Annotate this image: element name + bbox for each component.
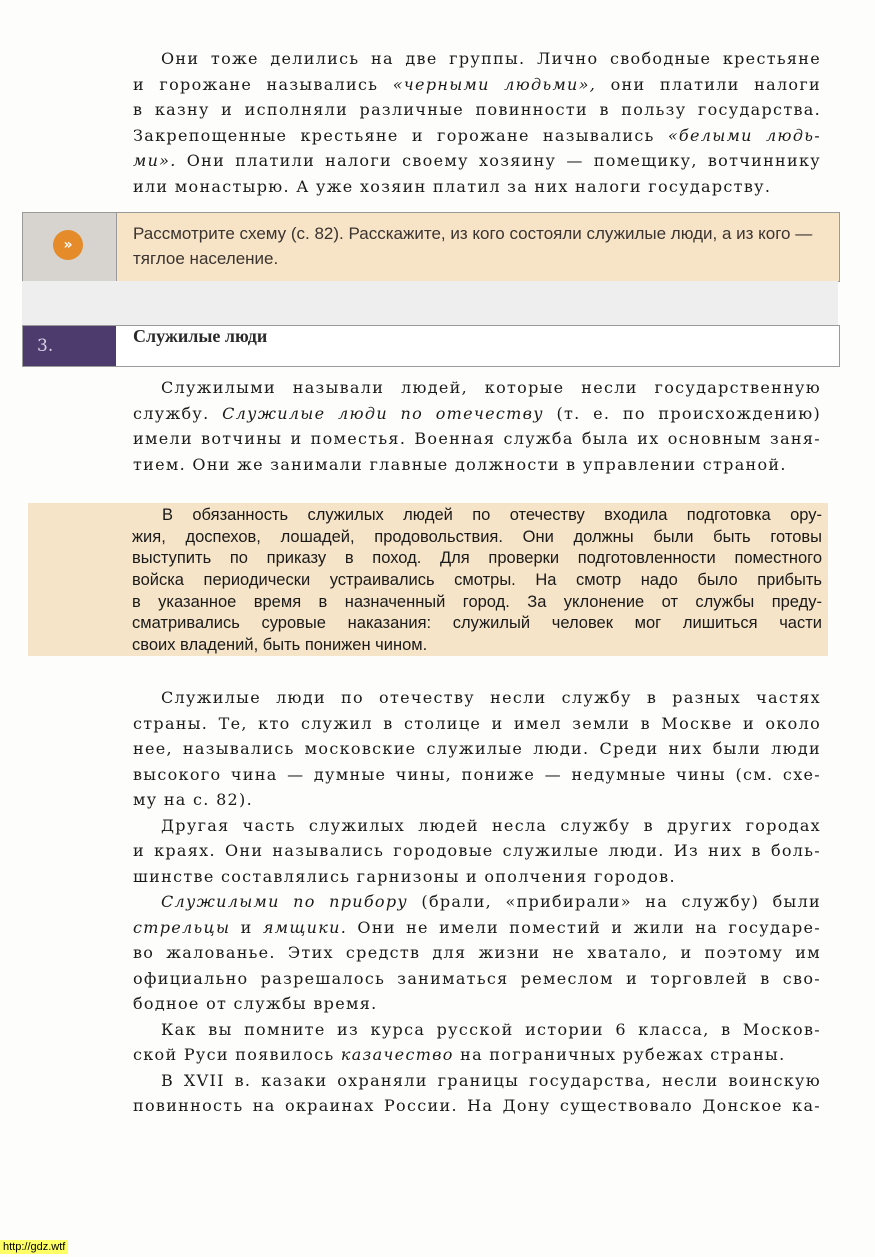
text-line bbox=[133, 736, 821, 762]
text-line bbox=[133, 1042, 821, 1068]
text-segment: му на с. 82). bbox=[133, 790, 253, 809]
paragraphs-service-types bbox=[133, 685, 821, 1119]
italic-term: казачество bbox=[340, 1045, 454, 1064]
text-line bbox=[133, 991, 821, 1017]
text-line bbox=[133, 1093, 821, 1119]
text-segment: Как вы помните из курса русской истории 6 класса, в Москов- bbox=[161, 1019, 821, 1039]
text-segment: выступить по приказу в поход. Для проверки подготовленности поместного bbox=[132, 549, 822, 568]
text-segment: нее, назывались московские служилые люди. Среди них были люди bbox=[133, 739, 821, 758]
text-line bbox=[132, 548, 822, 570]
text-segment: официально разрешалось заниматься ремеслом и торговлей в сво- bbox=[133, 968, 821, 988]
text-segment: жия, доспехов, лошадей, продовольствия. Они должны были быть готовы bbox=[132, 527, 822, 546]
text-line bbox=[133, 72, 821, 98]
task-box-side bbox=[23, 213, 117, 281]
text-segment: (брали, «прибирали» на службу) были bbox=[407, 892, 821, 911]
section-number: 3. bbox=[23, 326, 116, 366]
text-line bbox=[133, 838, 821, 864]
text-line bbox=[133, 148, 821, 174]
text-line bbox=[133, 452, 821, 478]
text-segment: Другая часть служилых людей несла службу в других городах bbox=[161, 815, 821, 835]
text-segment: В XVII в. казаки охраняли границы государства, несли воинскую bbox=[161, 1070, 821, 1090]
text-segment: Закрепощенные крестьяне и горожане назывались bbox=[133, 125, 668, 145]
text-line bbox=[133, 1068, 821, 1094]
task-box bbox=[22, 212, 840, 282]
text-segment: Служилыми называли людей, которые несли государственную bbox=[161, 378, 821, 397]
text-line bbox=[133, 940, 821, 966]
text-segment: они платили налоги bbox=[596, 74, 821, 94]
text-segment: в казну и исполняли различные повинности в пользу государства. bbox=[133, 100, 821, 119]
text-segment: на пограничных рубежах страны. bbox=[453, 1045, 786, 1064]
text-line bbox=[133, 813, 821, 839]
text-line bbox=[133, 401, 821, 427]
text-line bbox=[133, 711, 821, 737]
text-segment: во жалованье. Этих средств для жизни не хватало, и поэтому им bbox=[133, 943, 821, 962]
info-box bbox=[28, 503, 828, 656]
italic-term: «белыми людь- bbox=[667, 125, 821, 145]
text-line bbox=[132, 635, 822, 657]
footer-link[interactable]: http://gdz.wtf bbox=[0, 1240, 68, 1254]
italic-term: «черными людьми», bbox=[392, 74, 597, 94]
paragraph-service-people bbox=[133, 375, 821, 477]
text-segment: войска периодически устраивались смотры. На смотр надо было прибыть bbox=[132, 571, 822, 590]
text-line bbox=[133, 426, 821, 452]
text-line bbox=[133, 46, 821, 72]
info-box-text bbox=[132, 505, 822, 657]
text-line bbox=[133, 864, 821, 890]
section-header bbox=[22, 325, 840, 367]
text-line bbox=[133, 966, 821, 992]
text-segment: Они платили налоги своему хозяину — помещику, вотчиннику bbox=[176, 151, 821, 170]
divider-band bbox=[22, 281, 838, 325]
text-segment: имели вотчины и поместья. Военная служба была их основным заня- bbox=[133, 429, 821, 448]
text-line bbox=[132, 570, 822, 592]
text-segment: бодное от службы время. bbox=[133, 994, 378, 1013]
text-segment: тием. Они же занимали главные должности в управлении страной. bbox=[133, 454, 787, 474]
text-segment: своих владений, быть понижен чином. bbox=[132, 636, 428, 655]
text-line bbox=[132, 527, 822, 549]
text-segment: и краях. Они назывались городовые служилые люди. Из них в боль- bbox=[133, 841, 821, 860]
text-segment: Служилые люди по отечеству несли службу в разных частях bbox=[161, 688, 821, 707]
text-segment: в указанное время в назначенный город. За уклонение от службы преду- bbox=[132, 592, 822, 611]
text-segment: страны. Те, кто служил в столице и имел земли в Москве и около bbox=[133, 713, 821, 733]
paragraph-people-groups bbox=[133, 46, 821, 199]
text-segment: и bbox=[230, 917, 263, 937]
text-line bbox=[133, 123, 821, 149]
text-line bbox=[133, 685, 821, 711]
text-segment: и горожане назывались bbox=[133, 74, 393, 94]
fast-forward-icon: » bbox=[53, 230, 83, 260]
text-line bbox=[133, 174, 821, 200]
text-segment: Они тоже делились на две группы. Лично свободные крестьяне bbox=[161, 49, 821, 68]
text-segment: высокого чина — думные чины, пониже — недумные чины (см. схе- bbox=[133, 764, 821, 784]
text-line bbox=[132, 613, 822, 635]
text-segment: В обязанность служилых людей по отечеству входила подготовка ору- bbox=[162, 506, 822, 524]
text-segment: шинстве составлялись гарнизоны и ополчения городов. bbox=[133, 866, 676, 886]
italic-term: Служилыми по прибору bbox=[161, 892, 408, 911]
text-line bbox=[133, 762, 821, 788]
italic-term: ми». bbox=[133, 151, 177, 170]
text-line bbox=[133, 787, 821, 813]
text-segment: или монастырю. А уже хозяин платил за них налоги государству. bbox=[133, 176, 772, 196]
italic-term: ямщики. bbox=[262, 917, 348, 937]
section-title: Служилые люди bbox=[133, 326, 268, 346]
text-segment: сматривались суровые наказания: служилый человек мог лишиться части bbox=[132, 614, 822, 633]
text-segment: (т. е. по происхождению) bbox=[543, 403, 821, 423]
text-line bbox=[133, 1017, 821, 1043]
text-line bbox=[132, 505, 822, 527]
italic-term: Служилые люди по отечеству bbox=[222, 403, 544, 423]
text-line bbox=[133, 915, 821, 941]
text-line bbox=[133, 97, 821, 123]
text-segment: повинность на окраинах России. На Дону существовало Донское ка- bbox=[133, 1096, 821, 1115]
text-segment: Они не имели поместий и жили на государе- bbox=[347, 917, 821, 937]
text-line bbox=[133, 889, 821, 915]
task-text: Рассмотрите схему (с. 82). Расскажите, из кого состояли служилые люди, а из кого — тяглое население. bbox=[133, 224, 813, 268]
text-segment: ской Руси появилось bbox=[133, 1045, 341, 1064]
text-line bbox=[133, 375, 821, 401]
italic-term: стрельцы bbox=[133, 917, 231, 937]
text-line bbox=[132, 592, 822, 614]
text-segment: службу. bbox=[133, 403, 223, 423]
